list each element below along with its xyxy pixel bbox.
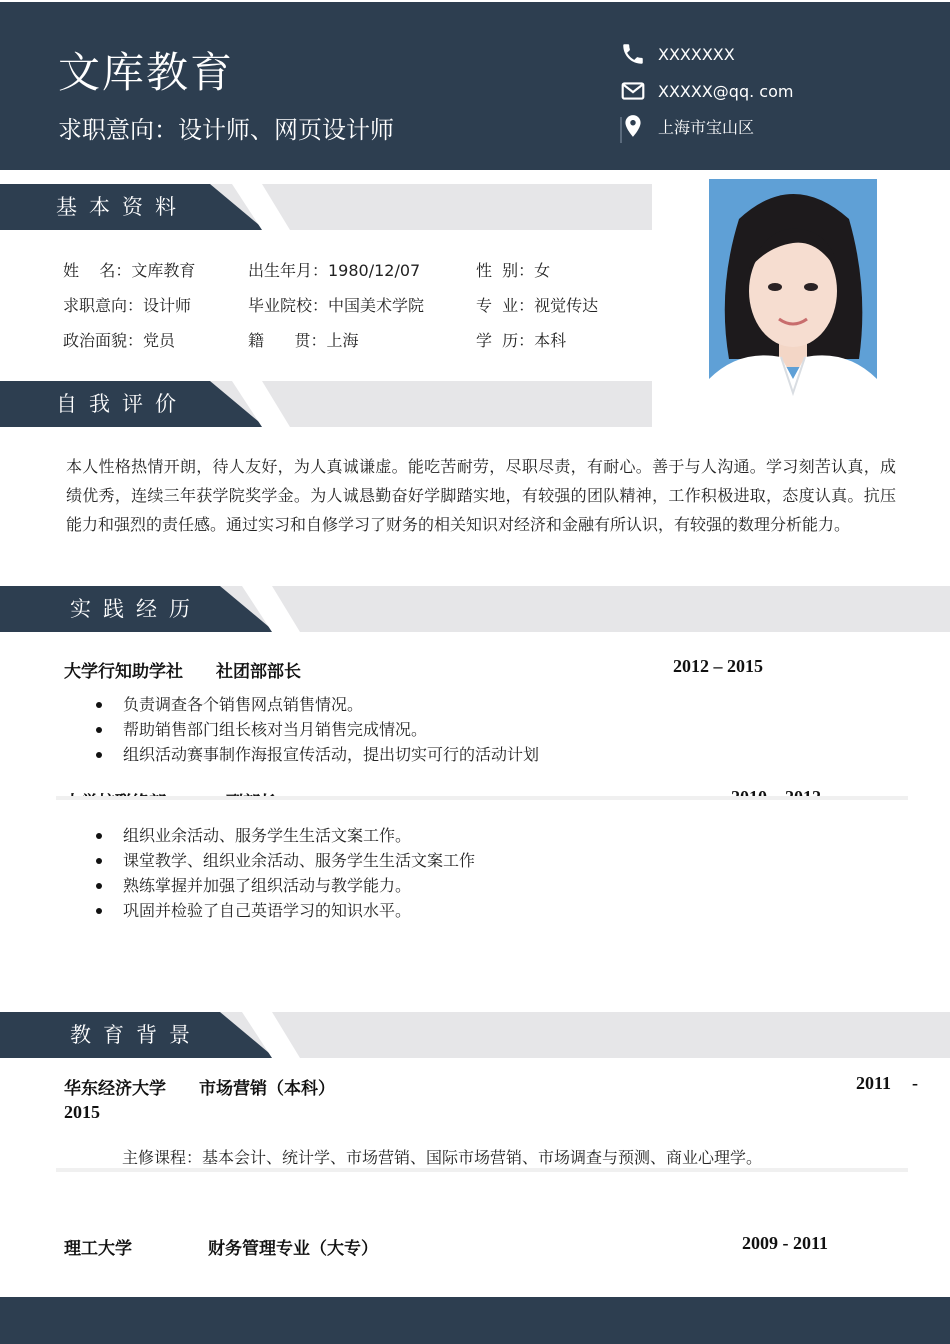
edu-date: 2009 - 2011	[742, 1233, 829, 1253]
exp-date: 2012 – 2015	[673, 656, 763, 676]
section-basic-info	[0, 184, 652, 230]
exp-bullets	[96, 823, 475, 923]
profile-photo	[709, 179, 877, 431]
list-item: 巩固并检验了自己英语学习的知识水平。	[96, 898, 475, 923]
self-evaluation-text: 本人性格热情开朗，待人友好，为人真诚谦虚。能吃苦耐劳，尽职尽责，有耐心。善于与人沟通。学习刻苦认真，成绩优秀，连续三年获学院奖学金。为人诚恳勤奋好学脚踏实地，有较强的团队精神，工作积极进取，态度认真。抗压能力和强烈的责任感。通过实习和自修学习了财务的相关知识对经济和金融有所认识，有较强的数理分析能力。	[66, 457, 896, 534]
edu-courses: 主修课程：基本会计、统计学、市场营销、国际市场营销、市场调查与预测、商业心理学。	[122, 1148, 763, 1167]
section-practice	[0, 586, 950, 632]
divider	[56, 796, 908, 810]
section-title: 教育背景	[70, 1023, 202, 1047]
job-intention: 求职意向：设计师、网页设计师	[58, 116, 394, 144]
section-title: 实践经历	[70, 597, 202, 621]
info-intent: 求职意向：设计师	[63, 296, 192, 315]
info-birth: 出生年月：1980/12/07	[248, 261, 421, 280]
location-row	[620, 112, 754, 140]
list-item: 组织活动赛事制作海报宣传活动，提出切实可行的活动计划	[96, 742, 539, 767]
email-row	[620, 77, 793, 105]
edu-school: 华东经济大学	[64, 1079, 166, 1099]
edu-date-end: 2015	[64, 1102, 100, 1122]
exp-org: 大学行知助学社	[64, 662, 183, 682]
info-gender: 性 别：女	[476, 261, 551, 280]
list-item: 课堂教学、组织业余活动、服务学生生活文案工作	[96, 848, 475, 873]
phone-row	[620, 40, 735, 68]
section-education	[0, 1012, 950, 1058]
candidate-name: 文库教育	[58, 48, 235, 97]
info-degree: 学 历：本科	[476, 331, 567, 350]
edu-date-start: 2011	[856, 1073, 892, 1093]
resume-header	[0, 2, 950, 170]
list-item: 熟练掌握并加强了组织活动与教学能力。	[96, 873, 475, 898]
edu-major: 市场营销（本科）	[199, 1079, 335, 1099]
divider	[56, 1168, 908, 1172]
mail-icon	[620, 78, 646, 104]
info-major: 专 业：视觉传达	[476, 296, 599, 315]
info-origin: 籍 贯：上海	[248, 331, 359, 350]
section-title: 自我评价	[56, 392, 188, 416]
list-item: 帮助销售部门组长核对当月销售完成情况。	[96, 717, 539, 742]
location-pin-icon	[620, 113, 646, 139]
exp-role: 社团部部长	[216, 662, 301, 682]
info-name: 姓 名：文库教育	[63, 261, 196, 280]
edu-school: 理工大学	[64, 1239, 132, 1259]
section-self-evaluation	[0, 381, 652, 427]
section-title: 基本资料	[56, 195, 188, 219]
info-politics: 政治面貌：党员	[63, 331, 176, 350]
exp-bullets	[96, 692, 539, 767]
edu-date-dash: -	[912, 1073, 918, 1093]
phone-text: XXXXXXX	[658, 44, 735, 64]
list-item: 负责调查各个销售网点销售情况。	[96, 692, 539, 717]
phone-icon	[620, 41, 646, 67]
resume-footer	[0, 1297, 950, 1344]
info-school: 毕业院校：中国美术学院	[248, 296, 425, 315]
location-text: 上海市宝山区	[658, 117, 755, 137]
edu-major: 财务管理专业（大专）	[208, 1239, 378, 1259]
email-text: XXXXX@qq. com	[658, 81, 794, 101]
list-item: 组织业余活动、服务学生生活文案工作。	[96, 823, 475, 848]
